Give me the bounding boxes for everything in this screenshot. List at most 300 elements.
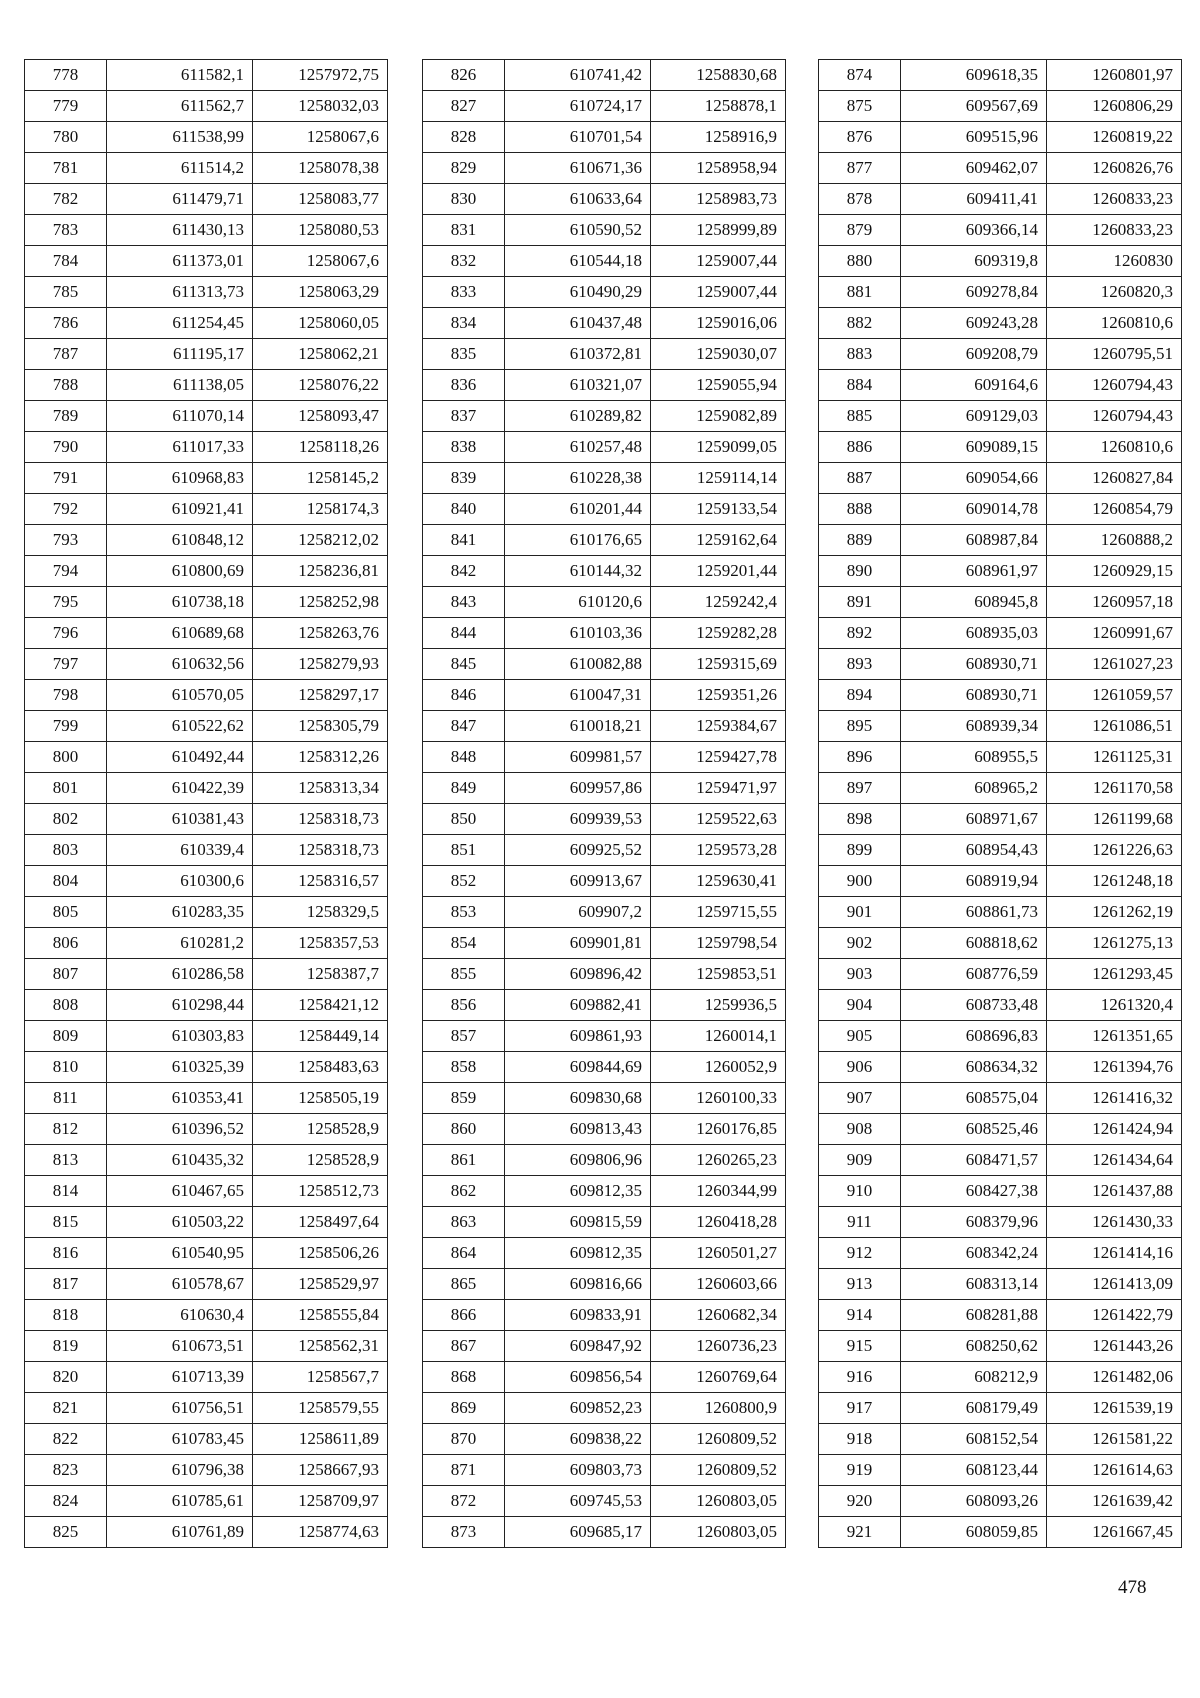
y-coordinate-cell: 1261424,94 <box>1047 1114 1182 1145</box>
table-row <box>819 1455 1182 1486</box>
x-coordinate-cell: 610303,83 <box>107 1021 253 1052</box>
table-row <box>819 432 1182 463</box>
table-row <box>423 897 786 928</box>
table-row <box>25 184 388 215</box>
point-number-cell: 840 <box>423 494 505 525</box>
x-coordinate-cell: 608313,14 <box>901 1269 1047 1300</box>
table-row <box>423 1176 786 1207</box>
x-coordinate-cell: 610381,43 <box>107 804 253 835</box>
point-number-cell: 906 <box>819 1052 901 1083</box>
point-number-cell: 804 <box>25 866 107 897</box>
x-coordinate-cell: 610522,62 <box>107 711 253 742</box>
point-number-cell: 920 <box>819 1486 901 1517</box>
y-coordinate-cell: 1258067,6 <box>253 246 388 277</box>
table-row <box>25 680 388 711</box>
point-number-cell: 875 <box>819 91 901 122</box>
table-row <box>423 649 786 680</box>
point-number-cell: 903 <box>819 959 901 990</box>
x-coordinate-cell: 611138,05 <box>107 370 253 401</box>
x-coordinate-cell: 610047,31 <box>505 680 651 711</box>
table-row <box>819 928 1182 959</box>
table-row <box>423 308 786 339</box>
point-number-cell: 899 <box>819 835 901 866</box>
x-coordinate-cell: 608152,54 <box>901 1424 1047 1455</box>
x-coordinate-cell: 609567,69 <box>901 91 1047 122</box>
y-coordinate-cell: 1258067,6 <box>253 122 388 153</box>
point-number-cell: 807 <box>25 959 107 990</box>
coordinates-table-1 <box>24 59 388 1548</box>
x-coordinate-cell: 610756,51 <box>107 1393 253 1424</box>
y-coordinate-cell: 1258528,9 <box>253 1145 388 1176</box>
point-number-cell: 869 <box>423 1393 505 1424</box>
point-number-cell: 798 <box>25 680 107 711</box>
y-coordinate-cell: 1260344,99 <box>651 1176 786 1207</box>
table-row <box>819 215 1182 246</box>
page-number: 478 <box>1118 1577 1147 1598</box>
table-row <box>423 339 786 370</box>
table-row <box>819 463 1182 494</box>
x-coordinate-cell: 610785,61 <box>107 1486 253 1517</box>
y-coordinate-cell: 1260176,85 <box>651 1114 786 1145</box>
point-number-cell: 872 <box>423 1486 505 1517</box>
point-number-cell: 852 <box>423 866 505 897</box>
point-number-cell: 780 <box>25 122 107 153</box>
x-coordinate-cell: 610713,39 <box>107 1362 253 1393</box>
y-coordinate-cell: 1258357,53 <box>253 928 388 959</box>
table-row <box>819 525 1182 556</box>
point-number-cell: 912 <box>819 1238 901 1269</box>
point-number-cell: 806 <box>25 928 107 959</box>
y-coordinate-cell: 1260803,05 <box>651 1517 786 1548</box>
y-coordinate-cell: 1258083,77 <box>253 184 388 215</box>
point-number-cell: 889 <box>819 525 901 556</box>
point-number-cell: 841 <box>423 525 505 556</box>
y-coordinate-cell: 1261539,19 <box>1047 1393 1182 1424</box>
table-row <box>819 804 1182 835</box>
y-coordinate-cell: 1260833,23 <box>1047 215 1182 246</box>
y-coordinate-cell: 1261394,76 <box>1047 1052 1182 1083</box>
x-coordinate-cell: 609515,96 <box>901 122 1047 153</box>
y-coordinate-cell: 1260682,34 <box>651 1300 786 1331</box>
y-coordinate-cell: 1261125,31 <box>1047 742 1182 773</box>
x-coordinate-cell: 608818,62 <box>901 928 1047 959</box>
point-number-cell: 839 <box>423 463 505 494</box>
y-coordinate-cell: 1258667,93 <box>253 1455 388 1486</box>
y-coordinate-cell: 1258497,64 <box>253 1207 388 1238</box>
point-number-cell: 801 <box>25 773 107 804</box>
table-row <box>25 1362 388 1393</box>
table-row <box>25 1517 388 1548</box>
y-coordinate-cell: 1261482,06 <box>1047 1362 1182 1393</box>
point-number-cell: 848 <box>423 742 505 773</box>
table-row <box>423 742 786 773</box>
y-coordinate-cell: 1259384,67 <box>651 711 786 742</box>
table-row <box>25 1455 388 1486</box>
x-coordinate-cell: 610724,17 <box>505 91 651 122</box>
table-row <box>819 1393 1182 1424</box>
y-coordinate-cell: 1259082,89 <box>651 401 786 432</box>
y-coordinate-cell: 1258236,81 <box>253 556 388 587</box>
point-number-cell: 812 <box>25 1114 107 1145</box>
point-number-cell: 878 <box>819 184 901 215</box>
y-coordinate-cell: 1258060,05 <box>253 308 388 339</box>
x-coordinate-cell: 608930,71 <box>901 680 1047 711</box>
point-number-cell: 786 <box>25 308 107 339</box>
point-number-cell: 885 <box>819 401 901 432</box>
y-coordinate-cell: 1259030,07 <box>651 339 786 370</box>
y-coordinate-cell: 1258774,63 <box>253 1517 388 1548</box>
x-coordinate-cell: 610632,56 <box>107 649 253 680</box>
y-coordinate-cell: 1259162,64 <box>651 525 786 556</box>
x-coordinate-cell: 609844,69 <box>505 1052 651 1083</box>
x-coordinate-cell: 609816,66 <box>505 1269 651 1300</box>
x-coordinate-cell: 610633,64 <box>505 184 651 215</box>
table-row <box>25 246 388 277</box>
point-number-cell: 821 <box>25 1393 107 1424</box>
y-coordinate-cell: 1259351,26 <box>651 680 786 711</box>
x-coordinate-cell: 609939,53 <box>505 804 651 835</box>
y-coordinate-cell: 1258279,93 <box>253 649 388 680</box>
y-coordinate-cell: 1260501,27 <box>651 1238 786 1269</box>
x-coordinate-cell: 610321,07 <box>505 370 651 401</box>
y-coordinate-cell: 1259715,55 <box>651 897 786 928</box>
y-coordinate-cell: 1261275,13 <box>1047 928 1182 959</box>
table-row <box>25 1300 388 1331</box>
point-number-cell: 844 <box>423 618 505 649</box>
point-number-cell: 792 <box>25 494 107 525</box>
x-coordinate-cell: 610570,05 <box>107 680 253 711</box>
table-row <box>25 401 388 432</box>
point-number-cell: 783 <box>25 215 107 246</box>
x-coordinate-cell: 610540,95 <box>107 1238 253 1269</box>
table-row <box>25 804 388 835</box>
x-coordinate-cell: 608212,9 <box>901 1362 1047 1393</box>
x-coordinate-cell: 610490,29 <box>505 277 651 308</box>
x-coordinate-cell: 610467,65 <box>107 1176 253 1207</box>
table-row <box>423 494 786 525</box>
x-coordinate-cell: 608575,04 <box>901 1083 1047 1114</box>
table-row <box>423 370 786 401</box>
table-row <box>25 959 388 990</box>
point-number-cell: 882 <box>819 308 901 339</box>
x-coordinate-cell: 609278,84 <box>901 277 1047 308</box>
table-row <box>819 401 1182 432</box>
y-coordinate-cell: 1260888,2 <box>1047 525 1182 556</box>
y-coordinate-cell: 1261170,58 <box>1047 773 1182 804</box>
x-coordinate-cell: 609833,91 <box>505 1300 651 1331</box>
point-number-cell: 846 <box>423 680 505 711</box>
y-coordinate-cell: 1258076,22 <box>253 370 388 401</box>
point-number-cell: 797 <box>25 649 107 680</box>
x-coordinate-cell: 610968,83 <box>107 463 253 494</box>
table-row <box>423 959 786 990</box>
table-row <box>423 91 786 122</box>
y-coordinate-cell: 1261443,26 <box>1047 1331 1182 1362</box>
point-number-cell: 915 <box>819 1331 901 1362</box>
y-coordinate-cell: 1260803,05 <box>651 1486 786 1517</box>
x-coordinate-cell: 610435,32 <box>107 1145 253 1176</box>
x-coordinate-cell: 608861,73 <box>901 897 1047 928</box>
x-coordinate-cell: 609812,35 <box>505 1238 651 1269</box>
y-coordinate-cell: 1259315,69 <box>651 649 786 680</box>
table-row <box>25 463 388 494</box>
point-number-cell: 871 <box>423 1455 505 1486</box>
point-number-cell: 887 <box>819 463 901 494</box>
x-coordinate-cell: 609981,57 <box>505 742 651 773</box>
y-coordinate-cell: 1261416,32 <box>1047 1083 1182 1114</box>
point-number-cell: 778 <box>25 60 107 91</box>
point-number-cell: 827 <box>423 91 505 122</box>
x-coordinate-cell: 608776,59 <box>901 959 1047 990</box>
x-coordinate-cell: 610257,48 <box>505 432 651 463</box>
table-row <box>25 91 388 122</box>
table-row <box>25 1145 388 1176</box>
x-coordinate-cell: 608281,88 <box>901 1300 1047 1331</box>
point-number-cell: 851 <box>423 835 505 866</box>
y-coordinate-cell: 1260827,84 <box>1047 463 1182 494</box>
y-coordinate-cell: 1258145,2 <box>253 463 388 494</box>
table-row <box>423 122 786 153</box>
y-coordinate-cell: 1258505,19 <box>253 1083 388 1114</box>
y-coordinate-cell: 1261248,18 <box>1047 866 1182 897</box>
y-coordinate-cell: 1258983,73 <box>651 184 786 215</box>
y-coordinate-cell: 1260833,23 <box>1047 184 1182 215</box>
x-coordinate-cell: 609838,22 <box>505 1424 651 1455</box>
table-row <box>819 1424 1182 1455</box>
x-coordinate-cell: 610201,44 <box>505 494 651 525</box>
point-number-cell: 800 <box>25 742 107 773</box>
table-row <box>25 618 388 649</box>
table-row <box>819 1207 1182 1238</box>
y-coordinate-cell: 1258916,9 <box>651 122 786 153</box>
table-row <box>423 587 786 618</box>
point-number-cell: 863 <box>423 1207 505 1238</box>
table-row <box>819 1145 1182 1176</box>
table-row <box>819 1083 1182 1114</box>
point-number-cell: 859 <box>423 1083 505 1114</box>
x-coordinate-cell: 610353,41 <box>107 1083 253 1114</box>
table-row <box>25 370 388 401</box>
table-row <box>423 1207 786 1238</box>
y-coordinate-cell: 1258318,73 <box>253 804 388 835</box>
table-row <box>423 1393 786 1424</box>
point-number-cell: 860 <box>423 1114 505 1145</box>
coordinates-table-2 <box>422 59 786 1548</box>
x-coordinate-cell: 609852,23 <box>505 1393 651 1424</box>
x-coordinate-cell: 610921,41 <box>107 494 253 525</box>
table-row <box>25 1269 388 1300</box>
x-coordinate-cell: 608961,97 <box>901 556 1047 587</box>
y-coordinate-cell: 1260014,1 <box>651 1021 786 1052</box>
x-coordinate-cell: 610289,82 <box>505 401 651 432</box>
x-coordinate-cell: 609830,68 <box>505 1083 651 1114</box>
table-row <box>25 1424 388 1455</box>
y-coordinate-cell: 1261199,68 <box>1047 804 1182 835</box>
point-number-cell: 853 <box>423 897 505 928</box>
y-coordinate-cell: 1260830 <box>1047 246 1182 277</box>
point-number-cell: 879 <box>819 215 901 246</box>
point-number-cell: 810 <box>25 1052 107 1083</box>
point-number-cell: 818 <box>25 1300 107 1331</box>
y-coordinate-cell: 1258305,79 <box>253 711 388 742</box>
point-number-cell: 837 <box>423 401 505 432</box>
x-coordinate-cell: 610422,39 <box>107 773 253 804</box>
point-number-cell: 833 <box>423 277 505 308</box>
y-coordinate-cell: 1261027,23 <box>1047 649 1182 680</box>
table-row <box>25 308 388 339</box>
point-number-cell: 877 <box>819 153 901 184</box>
x-coordinate-cell: 608965,2 <box>901 773 1047 804</box>
table-row <box>423 1362 786 1393</box>
point-number-cell: 782 <box>25 184 107 215</box>
y-coordinate-cell: 1259201,44 <box>651 556 786 587</box>
x-coordinate-cell: 608696,83 <box>901 1021 1047 1052</box>
y-coordinate-cell: 1261086,51 <box>1047 711 1182 742</box>
y-coordinate-cell: 1258032,03 <box>253 91 388 122</box>
x-coordinate-cell: 609815,59 <box>505 1207 651 1238</box>
table-row <box>819 246 1182 277</box>
y-coordinate-cell: 1260100,33 <box>651 1083 786 1114</box>
point-number-cell: 894 <box>819 680 901 711</box>
point-number-cell: 817 <box>25 1269 107 1300</box>
table-row <box>819 897 1182 928</box>
y-coordinate-cell: 1259282,28 <box>651 618 786 649</box>
y-coordinate-cell: 1259055,94 <box>651 370 786 401</box>
point-number-cell: 888 <box>819 494 901 525</box>
table-row <box>819 773 1182 804</box>
x-coordinate-cell: 608930,71 <box>901 649 1047 680</box>
point-number-cell: 858 <box>423 1052 505 1083</box>
x-coordinate-cell: 610325,39 <box>107 1052 253 1083</box>
table-row <box>25 432 388 463</box>
x-coordinate-cell: 610437,48 <box>505 308 651 339</box>
table-row <box>423 184 786 215</box>
point-number-cell: 867 <box>423 1331 505 1362</box>
x-coordinate-cell: 609806,96 <box>505 1145 651 1176</box>
y-coordinate-cell: 1259853,51 <box>651 959 786 990</box>
point-number-cell: 911 <box>819 1207 901 1238</box>
table-row <box>819 1176 1182 1207</box>
y-coordinate-cell: 1258529,97 <box>253 1269 388 1300</box>
table-row <box>423 1083 786 1114</box>
point-number-cell: 781 <box>25 153 107 184</box>
point-number-cell: 829 <box>423 153 505 184</box>
y-coordinate-cell: 1260809,52 <box>651 1455 786 1486</box>
table-row <box>819 1238 1182 1269</box>
point-number-cell: 904 <box>819 990 901 1021</box>
table-row <box>819 184 1182 215</box>
x-coordinate-cell: 609856,54 <box>505 1362 651 1393</box>
x-coordinate-cell: 610671,36 <box>505 153 651 184</box>
point-number-cell: 901 <box>819 897 901 928</box>
table-row <box>819 60 1182 91</box>
table-row <box>423 463 786 494</box>
table-row <box>25 897 388 928</box>
y-coordinate-cell: 1261414,16 <box>1047 1238 1182 1269</box>
x-coordinate-cell: 609366,14 <box>901 215 1047 246</box>
y-coordinate-cell: 1258318,73 <box>253 835 388 866</box>
x-coordinate-cell: 609462,07 <box>901 153 1047 184</box>
y-coordinate-cell: 1260810,6 <box>1047 308 1182 339</box>
table-row <box>423 1300 786 1331</box>
x-coordinate-cell: 608939,34 <box>901 711 1047 742</box>
y-coordinate-cell: 1260826,76 <box>1047 153 1182 184</box>
table-row <box>25 1083 388 1114</box>
point-number-cell: 823 <box>25 1455 107 1486</box>
point-number-cell: 824 <box>25 1486 107 1517</box>
table-row <box>423 1238 786 1269</box>
y-coordinate-cell: 1258483,63 <box>253 1052 388 1083</box>
y-coordinate-cell: 1258567,7 <box>253 1362 388 1393</box>
table-row <box>819 153 1182 184</box>
x-coordinate-cell: 608427,38 <box>901 1176 1047 1207</box>
point-number-cell: 883 <box>819 339 901 370</box>
table-row <box>25 1207 388 1238</box>
y-coordinate-cell: 1258999,89 <box>651 215 786 246</box>
x-coordinate-cell: 609319,8 <box>901 246 1047 277</box>
x-coordinate-cell: 608955,5 <box>901 742 1047 773</box>
x-coordinate-cell: 611562,7 <box>107 91 253 122</box>
table-row <box>819 122 1182 153</box>
y-coordinate-cell: 1260929,15 <box>1047 556 1182 587</box>
x-coordinate-cell: 608342,24 <box>901 1238 1047 1269</box>
table-row <box>423 1424 786 1455</box>
y-coordinate-cell: 1261059,57 <box>1047 680 1182 711</box>
point-number-cell: 831 <box>423 215 505 246</box>
table-row <box>819 742 1182 773</box>
y-coordinate-cell: 1260769,64 <box>651 1362 786 1393</box>
table-row <box>25 928 388 959</box>
table-row <box>423 1145 786 1176</box>
point-number-cell: 825 <box>25 1517 107 1548</box>
y-coordinate-cell: 1258313,34 <box>253 773 388 804</box>
table-row <box>25 153 388 184</box>
x-coordinate-cell: 610396,52 <box>107 1114 253 1145</box>
y-coordinate-cell: 1259522,63 <box>651 804 786 835</box>
point-number-cell: 850 <box>423 804 505 835</box>
point-number-cell: 790 <box>25 432 107 463</box>
x-coordinate-cell: 610103,36 <box>505 618 651 649</box>
table-row <box>819 866 1182 897</box>
point-number-cell: 802 <box>25 804 107 835</box>
x-coordinate-cell: 608733,48 <box>901 990 1047 1021</box>
y-coordinate-cell: 1260957,18 <box>1047 587 1182 618</box>
x-coordinate-cell: 610176,65 <box>505 525 651 556</box>
x-coordinate-cell: 611430,13 <box>107 215 253 246</box>
point-number-cell: 891 <box>819 587 901 618</box>
table-row <box>423 1052 786 1083</box>
x-coordinate-cell: 610590,52 <box>505 215 651 246</box>
point-number-cell: 813 <box>25 1145 107 1176</box>
y-coordinate-cell: 1260794,43 <box>1047 401 1182 432</box>
y-coordinate-cell: 1258252,98 <box>253 587 388 618</box>
table-row <box>423 773 786 804</box>
y-coordinate-cell: 1259630,41 <box>651 866 786 897</box>
point-number-cell: 896 <box>819 742 901 773</box>
y-coordinate-cell: 1258449,14 <box>253 1021 388 1052</box>
y-coordinate-cell: 1258063,29 <box>253 277 388 308</box>
point-number-cell: 857 <box>423 1021 505 1052</box>
x-coordinate-cell: 610228,38 <box>505 463 651 494</box>
table-row <box>25 835 388 866</box>
table-row <box>25 587 388 618</box>
table-row <box>25 711 388 742</box>
y-coordinate-cell: 1258555,84 <box>253 1300 388 1331</box>
y-coordinate-cell: 1260806,29 <box>1047 91 1182 122</box>
point-number-cell: 784 <box>25 246 107 277</box>
y-coordinate-cell: 1258387,7 <box>253 959 388 990</box>
table-row <box>819 1300 1182 1331</box>
